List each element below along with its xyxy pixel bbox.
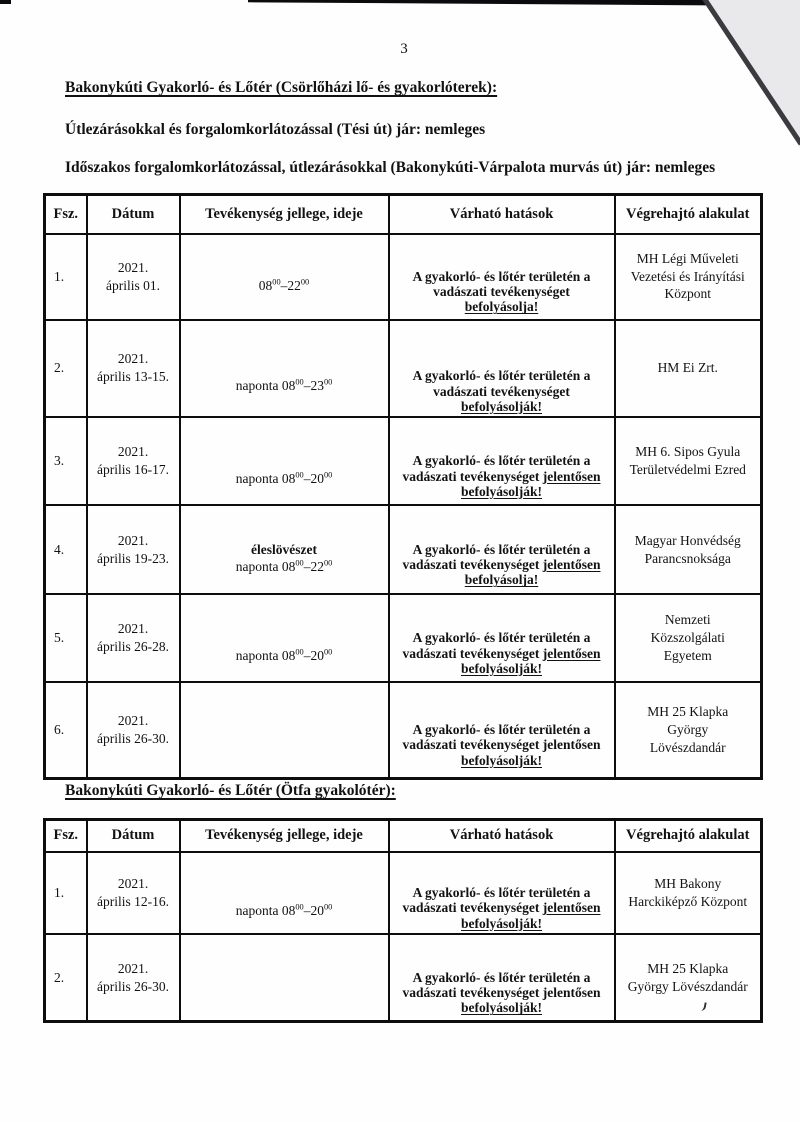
cell-number: 2. — [45, 934, 87, 1022]
schedule-table-csorlohazi — [43, 193, 763, 780]
cell-number: 1. — [45, 852, 87, 934]
cell-number: 3. — [45, 417, 87, 505]
table-header-row — [45, 195, 762, 234]
cell-unit: MH 6. Sipos Gyula Területvédelmi Ezred — [615, 417, 762, 505]
table2-body — [45, 852, 762, 1022]
cell-effects: A gyakorló- és lőtér területén a vadászati tevékenységet jelentősen befolyásolja! — [389, 505, 615, 594]
col-header-fsz: Fsz. — [45, 195, 87, 234]
cell-date: 2021. április 12-16. — [87, 852, 180, 934]
cell-activity: naponta $08^{00}-20^{00}$ — [180, 852, 389, 934]
cell-unit: HM Ei Zrt. — [615, 320, 762, 418]
cell-activity: naponta $08^{00}-23^{00}$ — [180, 320, 389, 418]
col-header-varhato-hatasok: Várható hatások — [389, 820, 615, 852]
table-row — [45, 417, 762, 505]
cell-unit: MH Légi Műveleti Vezetési és Irányítási Központ — [615, 234, 762, 320]
cell-activity: $08^{00}-22^{00}$ — [180, 234, 389, 320]
cell-unit: Magyar Honvédség Parancsnoksága — [615, 505, 762, 594]
table1-body — [45, 234, 762, 779]
cell-date: 2021. április 19-23. — [87, 505, 180, 594]
cell-effects: A gyakorló- és lőtér területén a vadászati tevékenységet jelentősen befolyásolják! — [389, 682, 615, 778]
cell-number: 6. — [45, 682, 87, 778]
col-header-tevekenyseg: Tevékenység jellege, ideje — [180, 820, 389, 852]
col-header-varhato-hatasok: Várható hatások — [389, 195, 615, 234]
col-header-tevekenyseg: Tevékenység jellege, ideje — [180, 195, 389, 234]
cell-effects: A gyakorló- és lőtér területén a vadászati tevékenységet jelentősen befolyásolják! — [389, 852, 615, 934]
section2-title: Bakonykúti Gyakorló- és Lőtér (Ötfa gyakolótér): — [65, 782, 396, 799]
cell-effects: A gyakorló- és lőtér területén a vadászati tevékenységet jelentősen befolyásolják! — [389, 594, 615, 682]
col-header-datum: Dátum — [87, 820, 180, 852]
cell-date: 2021. április 01. — [87, 234, 180, 320]
table-row — [45, 505, 762, 594]
cell-number: 4. — [45, 505, 87, 594]
cell-activity — [180, 934, 389, 1022]
table-row — [45, 234, 762, 320]
cell-date: 2021. április 26-30. — [87, 682, 180, 778]
cell-date: 2021. április 13-15. — [87, 320, 180, 418]
col-header-datum: Dátum — [87, 195, 180, 234]
col-header-fsz: Fsz. — [45, 820, 87, 852]
cell-unit: MH 25 Klapka György Lövészdandár — [615, 934, 762, 1022]
table-row — [45, 682, 762, 778]
col-header-vegrehajto-alakulat: Végrehajtó alakulat — [615, 820, 762, 852]
cell-date: 2021. április 16-17. — [87, 417, 180, 505]
cell-number: 1. — [45, 234, 87, 320]
cell-date: 2021. április 26-30. — [87, 934, 180, 1022]
cell-effects: A gyakorló- és lőtér területén a vadászati tevékenységet befolyásolják! — [389, 320, 615, 418]
cell-activity: naponta $08^{00}-20^{00}$ — [180, 417, 389, 505]
cell-effects: A gyakorló- és lőtér területén a vadászati tevékenységet jelentősen befolyásolják! — [389, 934, 615, 1022]
cell-effects: A gyakorló- és lőtér területén a vadászati tevékenységet befolyásolja! — [389, 234, 615, 320]
table-row — [45, 320, 762, 418]
cell-number: 5. — [45, 594, 87, 682]
page-number: 3 — [400, 41, 408, 57]
cell-number: 2. — [45, 320, 87, 418]
col-header-vegrehajto-alakulat: Végrehajtó alakulat — [615, 195, 762, 234]
schedule-table-otfa — [43, 818, 763, 1023]
cell-date: 2021. április 26-28. — [87, 594, 180, 682]
cell-activity — [180, 682, 389, 778]
table-row — [45, 594, 762, 682]
section1-title: Bakonykúti Gyakorló- és Lőtér (Csörlőházi lő- és gyakorlóterek): — [65, 79, 498, 96]
table-header-row — [45, 820, 762, 852]
cell-unit: Nemzeti Közszolgálati Egyetem — [615, 594, 762, 682]
scan-artifact-top-left-mark — [0, 0, 11, 4]
cell-unit: MH Bakony Harckiképző Központ — [615, 852, 762, 934]
table-row — [45, 852, 762, 934]
cell-effects: A gyakorló- és lőtér területén a vadászati tevékenységet jelentősen befolyásolják! — [389, 417, 615, 505]
cell-activity: éleslövészet naponta $08^{00}-22^{00}$ — [180, 505, 389, 594]
cell-unit: MH 25 Klapka György Lövészdandár — [615, 682, 762, 778]
table-row — [45, 934, 762, 1022]
cell-activity: naponta $08^{00}-20^{00}$ — [180, 594, 389, 682]
road-closure-note-1: Útlezárásokkal és forgalomkorlátozással (Tési út) jár: nemleges — [65, 121, 486, 138]
scan-artifact-page-fold — [700, 0, 800, 148]
road-closure-note-2: Időszakos forgalomkorlátozással, útlezárásokkal (Bakonykúti-Várpalota murvás út) jár: nemleges — [65, 159, 716, 176]
